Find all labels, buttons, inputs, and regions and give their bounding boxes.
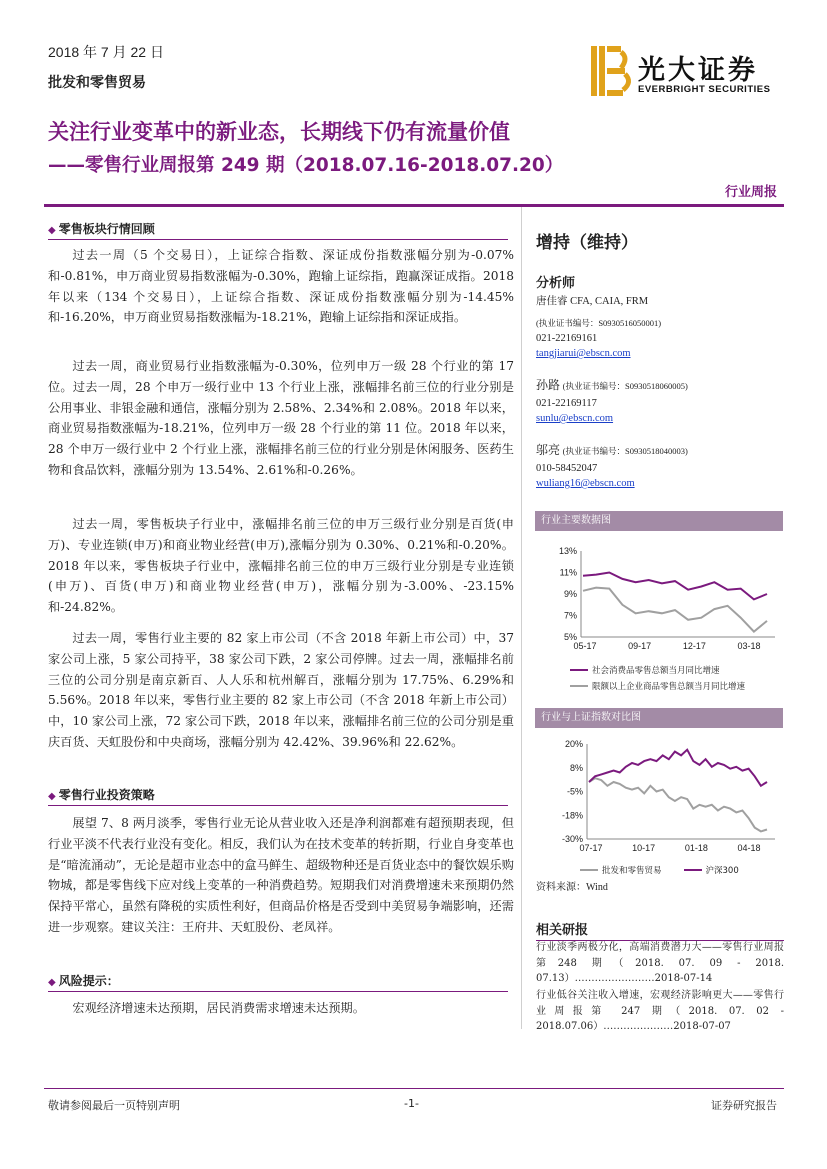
diamond-bullet-icon: ◆: [48, 791, 56, 802]
bottom-divider: [44, 1088, 784, 1089]
analyst-name: 孙路 (执业证书编号：S0930518060005): [536, 378, 688, 392]
diamond-bullet-icon: ◆: [48, 225, 56, 236]
y-tick-label: -5%: [566, 786, 583, 797]
y-tick-label: 9%: [563, 589, 577, 599]
chart-source: 资料来源：Wind: [536, 882, 608, 893]
report-date: 2018 年 7 月 22 日: [48, 44, 164, 60]
paragraph: 过去一周，商业贸易行业指数涨幅为-0.30%，位列申万一级 28 个行业的第 17 位。过去一周，28 个申万一级行业中 13 个行业上涨，涨幅排名前三位的行业分别是公用事业、非银金融和通信，涨幅分别为 2.58%、2.34%和 2.08%。2018 年以来，商业贸易指数涨幅为-18.21%，位列申万一级 28 个行业的第 11 位。2018 年以来，28 个申万一级行业中 2 个行业上涨，涨幅排名前三位的行业分别是休闲服务、医药生物和食品饮料，涨幅分别为 13.54%、2.61%和-0.26%。: [48, 359, 514, 477]
legend-item: 社会消费品零售总额当月同比增速: [570, 664, 720, 676]
index-comparison-chart: [535, 732, 783, 860]
analyst-email[interactable]: sunlu@ebscn.com: [536, 413, 614, 424]
legend-swatch: [570, 685, 588, 687]
section-heading-risk: ◆ 风险提示：: [48, 972, 508, 992]
top-divider: [44, 204, 784, 207]
chart-title-comparison: 行业与上证指数对比图: [535, 708, 783, 728]
y-tick-label: 20%: [564, 739, 583, 749]
x-tick-label: 04-18: [737, 843, 761, 853]
analyst-phone: 021-22169117: [536, 398, 597, 409]
paragraph: 过去一周，零售行业主要的 82 家上市公司（不含 2018 年新上市公司）中，37 家公司上涨，5 家公司持平，38 家公司下跌，2 家公司停牌。过去一周，涨幅排名前三位的公司分别是南京新百、人人乐和杭州解百，涨幅分别为 17.75%、6.29%和 5.56%。2018 年以来，零售行业主要的 82 家上市公司（不含 2018 年新上市公司）中，10 家公司上涨，72 家公司下跌，2018 年以来，涨幅排名前三位的公司分别是重庆百货、天虹股份和中央商场，涨幅分别为 42.42%、39.96%和 22.62%。: [48, 631, 514, 749]
analyst-phone: 021-22169161: [536, 333, 598, 344]
related-reports-heading: 相关研报: [536, 919, 784, 941]
y-tick-label: 13%: [558, 546, 577, 556]
report-subtitle: ——零售行业周报第 249 期（2018.07.16-2018.07.20）: [48, 155, 564, 176]
analyst-email[interactable]: wuliang16@ebscn.com: [536, 478, 635, 489]
report-type: 行业周报: [724, 185, 777, 200]
industry-data-chart: [535, 535, 783, 660]
x-tick-label: 12-17: [682, 641, 706, 651]
y-tick-label: -30%: [561, 834, 583, 844]
report-sector: 批发和零售贸易: [48, 75, 146, 91]
analyst-email[interactable]: tangjiarui@ebscn.com: [536, 348, 631, 359]
everbright-logo-icon: [583, 44, 633, 100]
x-tick-label: 09-17: [628, 641, 652, 651]
section-heading-market: ◆ 零售板块行情回顾: [48, 220, 508, 240]
legend-swatch: [580, 869, 598, 871]
series-line-1: [583, 588, 767, 632]
y-tick-label: 7%: [563, 610, 577, 621]
y-tick-label: 8%: [569, 762, 583, 773]
paragraph: 过去一周，零售板块子行业中，涨幅排名前三位的申万三级行业分别是百货(申万)、专业连锁(申万)和商业物业经营(申万),涨幅分别为 0.30%、0.21%和-0.20%。2018 年以来，零售板块子行业中，涨幅排名前三位的申万三级行业分别是专业连锁(申万)、百货(申万)和商业物业经营(申万)，涨幅分别为-3.00%、-23.15%和-24.82%。: [48, 517, 514, 615]
x-tick-label: 05-17: [573, 641, 597, 651]
page-number: -1-: [404, 1097, 419, 1110]
logo-text-en: EVERBRIGHT SECURITIES: [638, 84, 771, 95]
related-report-item[interactable]: 行业低谷关注收入增速，宏观经济影响更大——零售行业周报第 247 期（2018. 07. 02 - 2018.07.06）…………………2018-07-07: [536, 990, 784, 1032]
analyst-name: 邬亮 (执业证书编号：S0930518040003): [536, 443, 688, 457]
related-report-item[interactable]: 行业淡季两极分化，高端消费潜力大——零售行业周报第248 期（2018. 07. 09 - 2018. 07.13）……………………2018-07-14: [536, 942, 784, 984]
y-tick-label: 5%: [563, 632, 577, 642]
footer-disclaimer: 敬请参阅最后一页特别声明: [48, 1099, 180, 1112]
x-tick-label: 10-17: [632, 843, 656, 853]
analyst-cert: (执业证书编号：S0930516050001): [536, 318, 662, 328]
paragraph: 过去一周（5 个交易日），上证综合指数、深证成份指数涨幅分别为-0.07%和-0.81%，申万商业贸易指数涨幅为-0.30%，跑输上证综指，跑赢深证成指。2018 年以来（134 个交易日），上证综合指数、深证成份指数涨幅分别为-14.45%和-16.20%，申万商业贸易指数涨幅为-18.21%，跑输上证综指和深证成指。: [48, 248, 514, 325]
rating: 增持（维持）: [536, 233, 638, 253]
analyst-phone: 010-58452047: [536, 463, 598, 474]
legend-swatch: [570, 669, 588, 671]
y-tick-label: -18%: [561, 810, 583, 821]
section-heading-strategy: ◆ 零售行业投资策略: [48, 786, 508, 806]
logo-text-cn: 光大证券: [638, 55, 758, 86]
legend-swatch: [684, 869, 702, 871]
series-line-0: [583, 573, 767, 600]
series-line-0: [589, 778, 767, 831]
chart-title-industry: 行业主要数据图: [535, 511, 783, 531]
series-line-1: [589, 750, 767, 786]
diamond-bullet-icon: ◆: [48, 977, 56, 988]
footer-report-label: 证券研究报告: [711, 1099, 777, 1112]
analyst-heading: 分析师: [536, 276, 576, 291]
analyst-name: 唐佳睿 CFA, CAIA, FRM: [536, 296, 649, 307]
legend-item: 批发和零售贸易 沪深300: [580, 864, 739, 876]
paragraph: 宏观经济增速未达预期，居民消费需求增速未达预期。: [72, 1001, 365, 1015]
legend-item: 限额以上企业商品零售总额当月同比增速: [570, 680, 745, 692]
x-tick-label: 03-18: [737, 641, 761, 651]
x-tick-label: 07-17: [579, 843, 603, 853]
x-tick-label: 01-18: [684, 843, 708, 853]
report-title: 关注行业变革中的新业态，长期线下仍有流量价值: [48, 120, 510, 144]
column-divider: [521, 207, 522, 1029]
paragraph: 展望 7、8 两月淡季，零售行业无论从营业收入还是净利润都难有超预期表现，但行业平淡不代表行业没有变化。相反，我们认为在技术变革的转折期，行业自身变革也是“暗流涌动”，无论是超市业态中的盒马鲜生、超级物种还是百货业态中的餐饮娱乐购物城，都是零售线下应对线上变革的一种消费趋势。短期我们对消费增速未来预期仍然保持平常心，虽然有降税的实质性利好，但商品价格是否受到中美贸易争端影响，还需进一步观察。建议关注：王府井、天虹股份、老凤祥。: [48, 816, 514, 934]
y-tick-label: 11%: [559, 567, 577, 578]
